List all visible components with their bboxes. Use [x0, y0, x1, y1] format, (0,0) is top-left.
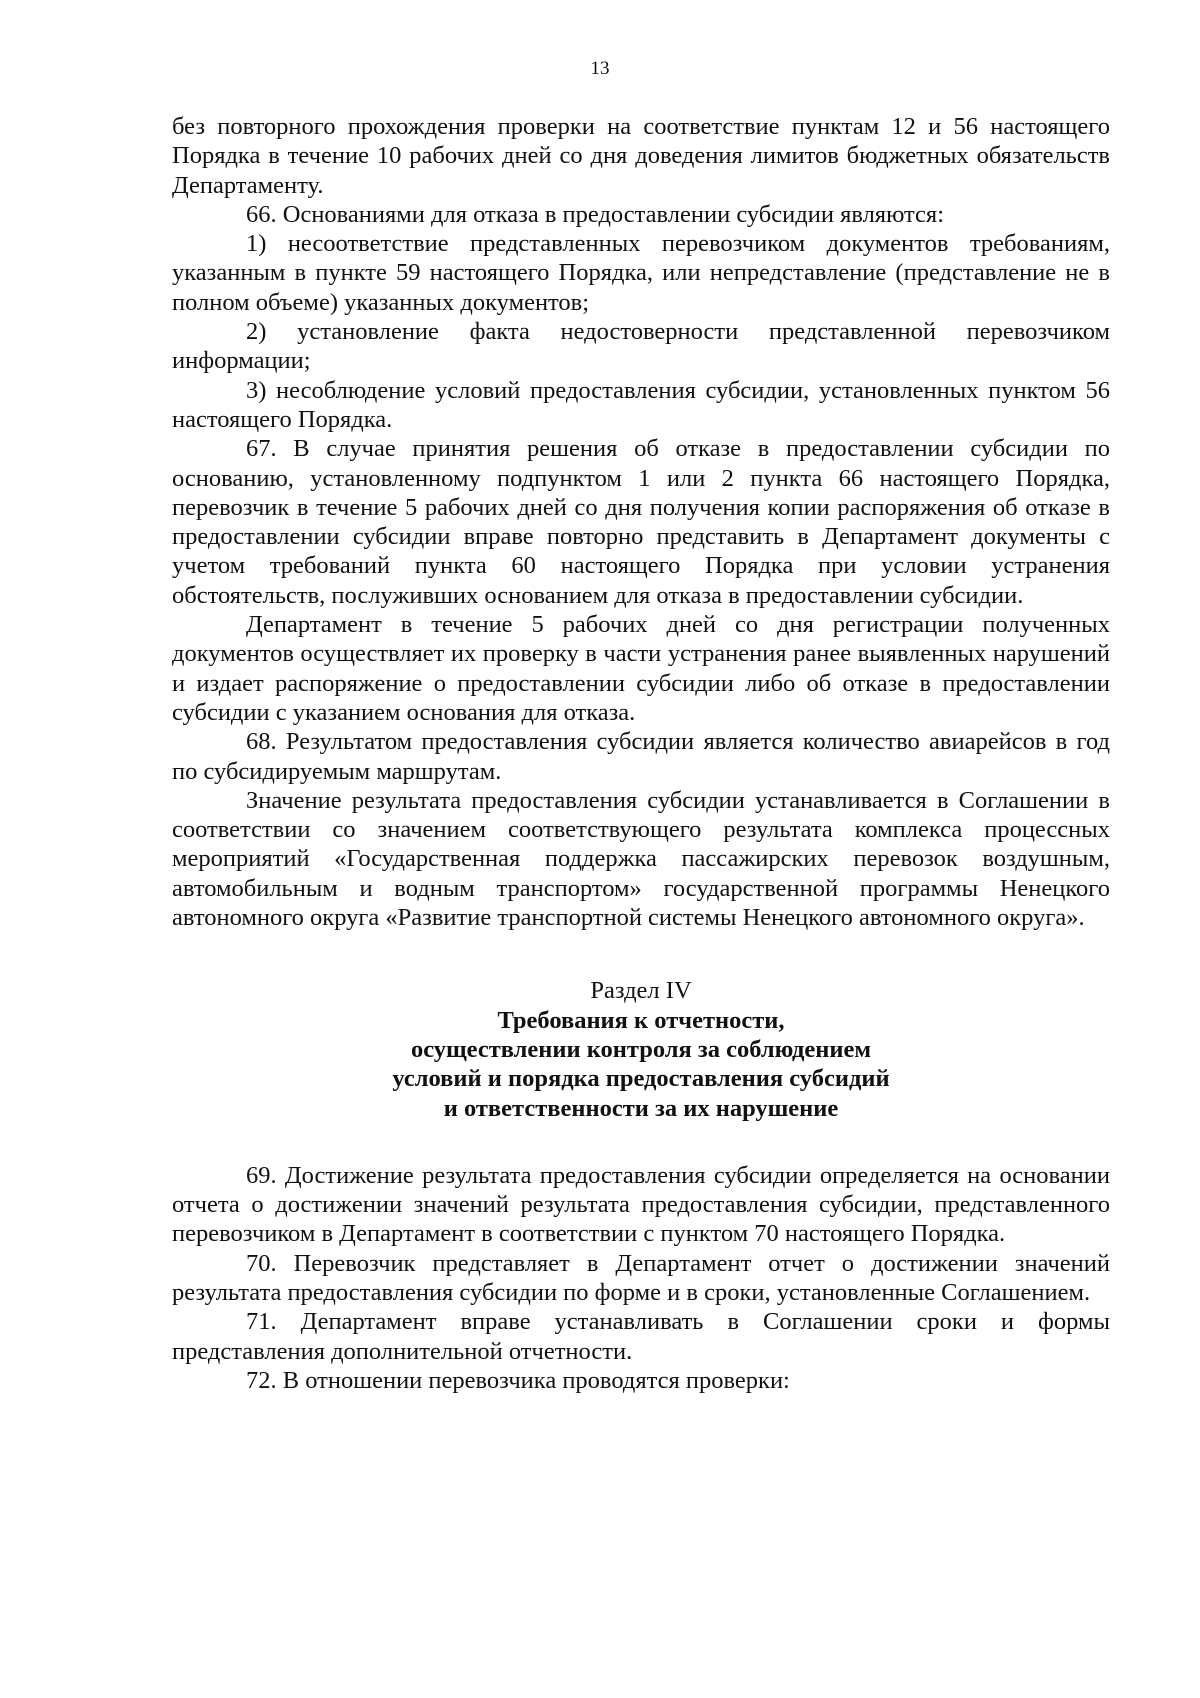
section-title-line: и ответственности за их нарушение	[443, 1094, 839, 1122]
paragraph-67: 67. В случае принятия решения об отказе в предоставлении субсидии по основанию, установленному подпунктом 1 или 2 пункта 66 настоящего Порядка, перевозчик в течение 5 рабочих дней со дня получения копии распоряжения об отказе в предоставлении субсидии вправе повторно представить в Департамент документы с учетом требований пункта 60 настоящего Порядка при условии устранения обстоятельств, послуживших основанием для отказа в предоставлении субсидии.	[172, 435, 1110, 609]
paragraph-71: 71. Департамент вправе устанавливать в Соглашении сроки и формы представления дополнительной отчетности.	[172, 1308, 1110, 1365]
section-title-line: условий и порядка предоставления субсидий	[392, 1065, 890, 1093]
paragraphs-after-section	[172, 1161, 1110, 1395]
section-heading	[172, 976, 1110, 1122]
paragraph-72: 72. В отношении перевозчика проводятся проверки:	[246, 1366, 790, 1394]
paragraph-68-continued: Значение результата предоставления субсидии устанавливается в Соглашении в соответствии со значением соответствующего результата комплекса процессных мероприятий «Государственная поддержка пассажирских перевозок воздушным, автомобильным и водным транспортом» государственной программы Ненецкого автономного округа «Развитие транспортной системы Ненецкого автономного округа».	[172, 786, 1110, 932]
paragraphs-before-section	[172, 112, 1110, 932]
section-title-line: осуществлении контроля за соблюдением	[410, 1035, 872, 1063]
paragraph-67-continued: Департамент в течение 5 рабочих дней со дня регистрации полученных документов осуществляет их проверку в части устранения ранее выявленных нарушений и издает распоряжение о предоставлении субсидии либо об отказе в предоставлении субсидии с указанием основания для отказа.	[172, 611, 1110, 726]
section-label: Раздел IV	[590, 977, 692, 1005]
paragraph-66: 66. Основаниями для отказа в предоставлении субсидии являются:	[246, 200, 945, 228]
section-title-line: Требования к отчетности,	[497, 1006, 785, 1034]
paragraph-continuation: без повторного прохождения проверки на соответствие пунктам 12 и 56 настоящего Порядка в течение 10 рабочих дней со дня доведения лимитов бюджетных обязательств Департаменту.	[172, 113, 1110, 199]
paragraph-66-item-2: 2) установление факта недостоверности представленной перевозчиком информации;	[172, 318, 1110, 375]
page-number: 13	[590, 58, 610, 79]
paragraph-70: 70. Перевозчик представляет в Департамент отчет о достижении значений результата предоставления субсидии по форме и в сроки, установленные Соглашением.	[172, 1249, 1110, 1306]
paragraph-69: 69. Достижение результата предоставления субсидии определяется на основании отчета о достижении значений результата предоставления субсидии, представленного перевозчиком в Департамент в соответствии с пунктом 70 настоящего Порядка.	[172, 1161, 1110, 1248]
paragraph-66-item-1: 1) несоответствие представленных перевозчиком документов требованиям, указанным в пункте 59 настоящего Порядка, или непредставление (представление не в полном объеме) указанных документов;	[172, 230, 1110, 316]
document-body	[172, 112, 1110, 1395]
paragraph-68: 68. Результатом предоставления субсидии является количество авиарейсов в год по субсидируемым маршрутам.	[172, 728, 1110, 785]
paragraph-66-item-3: 3) несоблюдение условий предоставления субсидии, установленных пунктом 56 настоящего Порядка.	[172, 376, 1110, 433]
